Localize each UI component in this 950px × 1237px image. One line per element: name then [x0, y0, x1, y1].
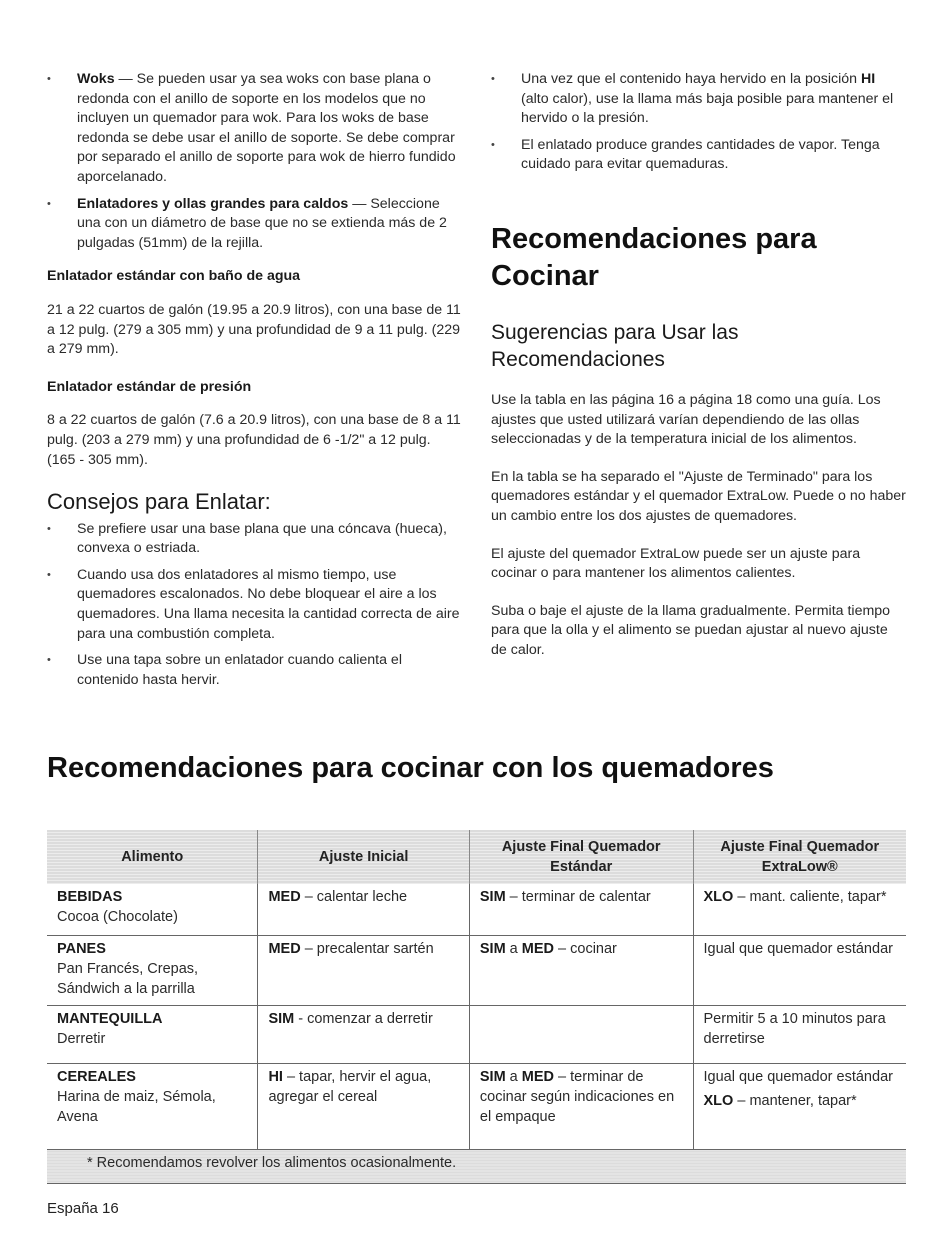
left-column	[47, 70, 462, 697]
food-detail: Pan Francés, Crepas, Sándwich a la parrilla	[57, 961, 199, 997]
setting-code: XLO	[703, 889, 734, 905]
food-detail: Harina de maiz, Sémola, Avena	[57, 1089, 216, 1125]
section-title: Recomendaciones para Cocinar	[491, 222, 817, 292]
bullet-text: — Seleccione una con un diámetro de base que no se extienda más de 2 pulgadas (51mm) de la rejilla.	[77, 195, 447, 251]
bullet-term: Woks	[77, 71, 115, 87]
food-cell	[47, 936, 258, 1006]
food-name: CEREALES	[57, 1069, 136, 1085]
paragraph: Suba o baje el ajuste de la llama gradualmente. Permita tiempo para que la olla y el alimento se puedan ajustar al nuevo ajuste de calor.	[491, 602, 891, 658]
right-column	[491, 70, 906, 679]
setting-code: MED	[268, 941, 301, 957]
list-item: • Use una tapa sobre un enlatador cuando calienta el contenido hasta hervir.	[47, 651, 462, 690]
setting-text: a	[505, 941, 522, 957]
subsection-title: Sugerencias para Usar las Recomendaciones	[491, 320, 739, 371]
canning-tips-list	[47, 520, 462, 691]
initial-cell	[258, 884, 469, 936]
setting-code: MED	[521, 941, 555, 957]
setting-code: HI	[268, 1069, 283, 1085]
burner-recommendations-table	[47, 830, 906, 1184]
bullet-text: Una vez que el contenido haya hervido en la posición	[521, 71, 861, 87]
food-detail: Derretir	[57, 1031, 106, 1047]
setting-text: Permitir 5 a 10 minutos para derretirse	[703, 1011, 886, 1047]
bullet-text: — Se pueden usar ya sea woks con base plana o redonda con el anillo de soporte en los modelos que no incluyen un quemador para wok. Para los woks de base redonda se debe usar el anillo de soporte. Se debe comprar por separado el anillo de soporte para wok de hierro fundido aporcelanado.	[77, 71, 456, 185]
header-standard-final: Ajuste Final Quemador Estándar	[469, 830, 693, 884]
water-bath-canner-heading: Enlatador estándar con baño de agua	[47, 268, 301, 285]
pressure-canner-text: 8 a 22 cuartos de galón (7.6 a 20.9 litros), con una base de 8 a 11 pulg. (203 a 279 mm) y una profundidad de 6 -1/2" a 12 pulg. (165 - 305 mm).	[47, 412, 461, 468]
list-item: • Se prefiere usar una base plana que una cóncava (hueca), convexa o estriada.	[47, 520, 462, 559]
setting-text: a	[505, 1069, 522, 1085]
setting-code: SIM	[479, 941, 506, 957]
canning-tips-heading: Consejos para Enlatar:	[47, 489, 271, 515]
table-footnote-row	[47, 1150, 906, 1184]
table-row	[47, 1006, 906, 1064]
list-item	[47, 70, 462, 188]
setting-code: XLO	[703, 1093, 734, 1109]
bullet-term: Enlatadores y ollas grandes para caldos	[77, 195, 349, 212]
setting-text: – mant. caliente, tapar*	[733, 889, 887, 905]
initial-cell	[258, 1006, 469, 1064]
bullet-text: (alto calor), use la llama más baja posible para mantener el hervido o la presión.	[521, 90, 894, 127]
paragraph: El ajuste del quemador ExtraLow puede ser un ajuste para cocinar o para mantener los alimentos calientes.	[491, 545, 861, 582]
setting-text: – terminar de calentar	[505, 889, 651, 905]
bullet-term: HI	[860, 71, 876, 87]
table-title: Recomendaciones para cocinar con los quemadores	[47, 752, 774, 784]
setting-text: – terminar de cocinar según indicaciones en el empaque	[479, 1069, 675, 1125]
setting-text: – cocinar	[554, 941, 617, 957]
setting-text: – precalentar sartén	[300, 941, 434, 957]
list-item: • El enlatado produce grandes cantidades de vapor. Tenga cuidado para evitar quemaduras.	[491, 136, 906, 175]
page-footer: España 16	[47, 1200, 119, 1217]
paragraph: En la tabla se ha separado el "Ajuste de Terminado" para los quemadores estándar y el quemador ExtraLow. Puede o no haber un cambio entre los dos ajustes de quemadores.	[491, 468, 906, 524]
extralow-cell	[693, 936, 906, 1006]
extralow-extra-line	[704, 1091, 896, 1111]
setting-text: – mantener, tapar*	[733, 1093, 857, 1109]
standard-cell	[469, 884, 693, 936]
food-cell	[47, 1064, 258, 1150]
list-item	[47, 195, 462, 254]
paragraph: Use la tabla en las página 16 a página 18 como una guía. Los ajustes que usted utilizará varían dependiendo de las ollas seleccionadas y de la temperatura inicial de los alimentos.	[491, 391, 881, 448]
water-bath-canner-text: 21 a 22 cuartos de galón (19.95 a 20.9 litros), con una base de 11 a 12 pulg. (279 a 305 mm) y una profundidad de 9 a 11 pulg. (229 a 279 mm).	[47, 301, 461, 358]
canning-notes-list	[491, 70, 906, 175]
list-item: • Cuando usa dos enlatadores al mismo tiempo, use quemadores escalonados. No debe bloquear el aire a los quemadores. Una llama necesita la cantidad correcta de aire para una combustión completa.	[47, 566, 462, 644]
setting-text: – calentar leche	[300, 889, 408, 905]
setting-code: SIM	[479, 1069, 506, 1085]
setting-code: SIM	[479, 889, 506, 905]
header-initial-setting: Ajuste Inicial	[258, 830, 469, 884]
initial-cell	[258, 1064, 469, 1150]
food-name: PANES	[57, 941, 106, 957]
food-name: BEBIDAS	[57, 889, 123, 905]
extralow-cell	[693, 1006, 906, 1064]
setting-code: MED	[268, 889, 301, 905]
list-item	[491, 70, 906, 129]
food-detail: Cocoa (Chocolate)	[57, 909, 178, 925]
table-row	[47, 1064, 906, 1150]
pressure-canner-heading: Enlatador estándar de presión	[47, 378, 252, 395]
setting-text: - comenzar a derretir	[294, 1011, 433, 1027]
extralow-cell	[693, 884, 906, 936]
extralow-cell	[693, 1064, 906, 1150]
table-row	[47, 884, 906, 936]
initial-cell	[258, 936, 469, 1006]
table-header-row	[47, 830, 906, 884]
food-cell	[47, 1006, 258, 1064]
standard-cell	[469, 936, 693, 1006]
food-name: MANTEQUILLA	[57, 1011, 163, 1027]
canning-equipment-list	[47, 70, 462, 253]
setting-text: Igual que quemador estándar	[703, 1069, 893, 1085]
food-cell	[47, 884, 258, 936]
setting-code: MED	[521, 1069, 555, 1085]
standard-cell	[469, 1006, 693, 1064]
setting-text: – tapar, hervir el agua, agregar el cereal	[268, 1069, 432, 1105]
header-food: Alimento	[47, 830, 258, 884]
header-extralow-final: Ajuste Final Quemador ExtraLow®	[693, 830, 906, 884]
standard-cell	[469, 1064, 693, 1150]
table-footnote: * Recomendamos revolver los alimentos ocasionalmente.	[47, 1150, 906, 1184]
setting-text: Igual que quemador estándar	[703, 941, 893, 957]
table-row	[47, 936, 906, 1006]
setting-code: SIM	[268, 1011, 295, 1027]
